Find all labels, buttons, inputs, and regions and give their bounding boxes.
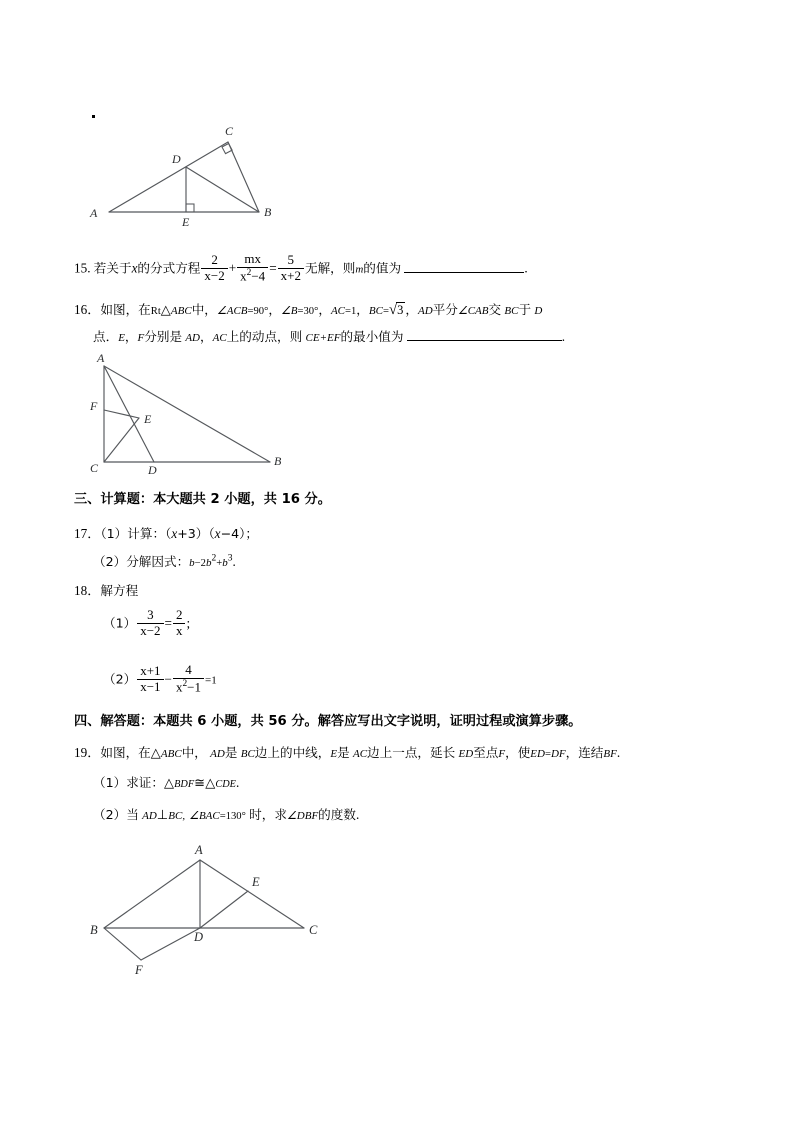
- q16-comma2: ，: [318, 302, 331, 317]
- q19-ed2: ED: [530, 748, 545, 760]
- q19-sub1-label: （1）: [93, 775, 127, 790]
- q15-var-x: x: [131, 260, 138, 276]
- q19-line1-f: 边上一点，延长: [367, 745, 456, 760]
- q17-period: .: [232, 554, 236, 569]
- q19-sub1-triangle-1: △: [163, 775, 175, 790]
- q15-f1-denominator: x−2: [204, 267, 225, 283]
- q16-line2-c: 上的动点，则: [226, 329, 303, 344]
- q18-s2-f2-numerator: 4: [173, 663, 204, 679]
- q15-fraction-2: [237, 252, 268, 283]
- q18-s2-f1-numerator: x+1: [137, 664, 163, 680]
- svg-text:F: F: [135, 963, 143, 977]
- q16-angle-acb: ∠ACB: [216, 305, 248, 317]
- q15-f2-den-exponent: 2: [246, 267, 252, 278]
- q19-sub2-c: 的度数: [318, 807, 356, 822]
- q19-line1-d: 边上的中线，: [254, 745, 331, 760]
- question-15: [74, 252, 528, 283]
- q16-triangle-symbol: △: [160, 302, 171, 317]
- q18-s2-f2-den-exponent: 2: [182, 678, 188, 689]
- q19-number: 19: [74, 745, 88, 760]
- radical-icon: √: [388, 302, 398, 318]
- q18-number: 18: [74, 583, 88, 598]
- q15-period: .: [524, 260, 528, 276]
- q16-comma1: ，: [268, 302, 281, 317]
- q15-equals: =: [269, 260, 277, 276]
- q19-cde: CDE: [215, 779, 236, 790]
- question-19-sub1: [93, 770, 239, 795]
- q16-ac: AC: [330, 305, 345, 317]
- q19-congruent-symbol: ≅: [194, 775, 206, 790]
- q15-text-c: 无解，则: [304, 260, 356, 276]
- q18-s2-fraction-2: [173, 663, 204, 694]
- q15-fraction-1: [201, 253, 227, 283]
- q19-line1-g: 至点: [473, 745, 499, 760]
- q17-exp2: 2: [211, 553, 217, 564]
- q15-answer-blank[interactable]: [404, 260, 524, 273]
- q15-f2-den-tail: −4: [251, 267, 266, 283]
- question-18-title: 18．解方程: [74, 583, 139, 598]
- q19-equals: =: [544, 749, 551, 760]
- q18-s1-fraction-1: [137, 608, 163, 638]
- q16-line1-a: 如图，在: [100, 302, 151, 317]
- q15-f2-denominator: [237, 268, 268, 284]
- q16-angle-cab: ∠CAB: [457, 305, 489, 317]
- q19-ad: AD: [210, 748, 225, 760]
- q19-sub2-eq: =130°: [219, 811, 246, 822]
- question-18-sub2: [103, 663, 217, 694]
- q16-line2-d: 的最小值为: [340, 329, 404, 344]
- q16-rt: Rt: [150, 306, 161, 317]
- q15-f2-numerator: mx: [237, 252, 268, 268]
- figure-q19: [82, 838, 342, 983]
- question-18-sub1: [103, 608, 190, 638]
- q16-sqrt-3: [389, 296, 405, 325]
- q16-line1-c: 平分: [432, 302, 458, 317]
- q15-text-b: 的分式方程: [137, 260, 201, 276]
- q16-line2-b: 分别是: [144, 329, 183, 344]
- q19-sub2-label: （2）: [93, 807, 127, 822]
- q16-line1-e: 于: [518, 302, 532, 317]
- q19-perpendicular-symbol: ⊥: [156, 807, 169, 822]
- q17-b2: b: [205, 557, 212, 569]
- q19-abc: ABC: [160, 748, 182, 760]
- q15-var-m: m: [355, 263, 364, 276]
- q16-line1-d: 交: [488, 302, 502, 317]
- q15-dot: .: [87, 260, 91, 276]
- q16-bc2: BC: [504, 305, 519, 317]
- q18-s1-equals: =: [164, 615, 172, 631]
- q17-minus: −2: [194, 558, 206, 569]
- svg-text:D: D: [194, 930, 204, 944]
- svg-text:D: D: [148, 463, 157, 477]
- q15-text-a: 若关于: [93, 260, 132, 276]
- svg-text:E: E: [182, 215, 190, 227]
- q17-exp3: 3: [227, 553, 233, 564]
- svg-text:E: E: [144, 412, 152, 426]
- q17-plus: +: [216, 558, 223, 569]
- q16-comma6: ，: [200, 329, 213, 344]
- section-four-heading: 四、解答题：本题共 6 小题，共 56 分。解答应写出文字说明，证明过程或演算步骤。: [74, 714, 582, 729]
- q18-s1-f2-numerator: 2: [173, 608, 186, 624]
- q15-f2-den-base: x: [240, 267, 247, 283]
- question-19-line1: 19．如图，在△ABC中， AD是 BC边上的中线，E是 AC边上一点，延长 ED至点F，使ED=DF，连结BF.: [74, 745, 621, 760]
- q15-f3-denominator: x+2: [280, 267, 301, 283]
- svg-text:A: A: [90, 206, 98, 220]
- q19-df: DF: [550, 748, 566, 760]
- q18-title: 解方程: [100, 583, 139, 598]
- question-16-line2: [93, 324, 565, 349]
- q17-number: 17: [74, 526, 88, 541]
- q16-ad: AD: [418, 305, 433, 317]
- q16-ac2: AC: [212, 332, 227, 344]
- q19-sub1-period: .: [235, 775, 240, 790]
- svg-text:B: B: [274, 454, 282, 468]
- q16-ad2: AD: [185, 332, 200, 344]
- q16-sqrt-radicand: 3: [397, 303, 404, 317]
- q19-line1-c: 是: [224, 745, 238, 760]
- q18-sub1-label: （1）: [103, 615, 137, 631]
- q19-sub2-ad: AD: [142, 810, 157, 822]
- q16-comma3: ，: [356, 302, 369, 317]
- svg-text:E: E: [252, 875, 260, 889]
- q16-d-point: D: [534, 305, 543, 317]
- q16-f-point: F: [137, 332, 145, 344]
- q16-eq2: =30°: [297, 306, 319, 317]
- q19-ed: ED: [458, 748, 474, 760]
- stray-mark: [92, 115, 95, 118]
- q17-sub2-label: （2）: [93, 554, 127, 569]
- q19-angle-dbf: ∠DBF: [286, 810, 319, 822]
- svg-text:A: A: [97, 352, 105, 365]
- q18-s1-f1-denominator: x−2: [140, 622, 161, 638]
- q19-sub2-a: 当: [126, 807, 139, 822]
- section-three-heading: 三、计算题：本大题共 2 小题，共 16 分。: [74, 492, 331, 507]
- q15-plus: +: [228, 260, 237, 276]
- q17-sub2-text: 分解因式：: [126, 554, 190, 569]
- svg-text:B: B: [90, 923, 98, 937]
- q17-sub1-text: 计算：（: [127, 526, 172, 541]
- q19-ac: AC: [352, 748, 368, 760]
- q19-line1-a: 如图，在: [100, 745, 151, 760]
- q19-sub1-text: 求证：: [126, 775, 164, 790]
- q19-bdf: BDF: [174, 779, 195, 790]
- q16-expression: CE+EF: [305, 332, 341, 344]
- q19-triangle-symbol: △: [150, 745, 161, 760]
- q18-s2-fraction-1: [137, 664, 163, 694]
- svg-text:C: C: [90, 461, 99, 475]
- svg-text:F: F: [90, 399, 98, 413]
- q18-s1-f2-denominator: x: [175, 622, 183, 638]
- q16-eq1: =90°: [247, 306, 269, 317]
- svg-text:D: D: [172, 152, 181, 166]
- q17-sub1-mid1: +3）（: [177, 526, 215, 541]
- q15-number: 15: [74, 260, 88, 276]
- q19-sub1-triangle-2: △: [205, 775, 216, 790]
- question-17-sub1: 17．（1）计算：（x+3）（x−4）；: [74, 526, 258, 541]
- figure-q16: [84, 352, 299, 477]
- q18-sub2-label: （2）: [103, 671, 137, 687]
- q18-s2-f2-den-tail: −1: [187, 678, 201, 694]
- q19-sub2-b: 时，求: [249, 807, 287, 822]
- q16-eq3: =1: [345, 306, 357, 317]
- q19-angle-bac: ∠BAC: [189, 810, 220, 822]
- question-17-sub2: [93, 549, 236, 574]
- q16-line1-b: 中，: [191, 302, 217, 317]
- question-19-sub2: [93, 802, 359, 827]
- q16-answer-blank[interactable]: [407, 328, 562, 341]
- q16-abc: ABC: [170, 305, 192, 317]
- q16-e-point: E: [118, 332, 125, 344]
- q19-e-point: E: [330, 748, 338, 760]
- q16-eq4: =: [382, 306, 389, 317]
- q19-line1-b: 中，: [181, 745, 207, 760]
- q19-bc: BC: [240, 748, 255, 760]
- q18-s2-equals: =1: [205, 674, 217, 687]
- question-16-line1: 16．如图，在Rt△ABC中，∠ACB=90°，∠B=30°，AC=1，BC=√3 ，AD平分∠CAB交 BC于 D: [74, 296, 542, 325]
- q18-s1-fraction-2: [173, 608, 186, 638]
- q15-fraction-3: [278, 253, 304, 283]
- svg-text:A: A: [195, 843, 203, 857]
- q17-x2: x: [214, 526, 221, 541]
- q17-sub1-label: （1）: [100, 526, 128, 541]
- q19-line1-i: ，连结: [565, 745, 604, 760]
- svg-text:C: C: [309, 923, 318, 937]
- q16-angle-b: ∠B: [280, 305, 298, 317]
- svg-text:C: C: [225, 124, 234, 138]
- q16-line2-a: 点．: [93, 329, 119, 344]
- q15-text-d: 的值为: [363, 260, 402, 276]
- figure-q14: [82, 122, 297, 227]
- q18-s2-f2-denominator: [173, 679, 204, 695]
- q18-s2-f2-den-base: x: [175, 678, 183, 694]
- q19-line1-e: 是: [337, 745, 350, 760]
- q19-bf: BF: [603, 748, 617, 760]
- q16-comma4: ，: [405, 302, 418, 317]
- q18-s1-f1-numerator: 3: [137, 608, 163, 624]
- q19-sub2-period: .: [355, 807, 360, 822]
- q19-line1-h: ，使: [505, 745, 531, 760]
- q19-sub2-bc: BC,: [168, 810, 186, 822]
- q16-number: 16: [74, 302, 88, 317]
- svg-text:B: B: [264, 205, 272, 219]
- q18-s2-f1-denominator: x−1: [140, 678, 161, 694]
- q16-bc: BC: [368, 305, 383, 317]
- q15-f1-numerator: 2: [201, 253, 227, 269]
- q16-comma5: ，: [124, 329, 138, 344]
- q18-s1-semicolon: ;: [186, 615, 191, 631]
- q19-line1-j: .: [616, 745, 621, 760]
- q18-s2-minus: −: [164, 671, 172, 687]
- q17-b3: b: [222, 557, 228, 569]
- q17-b1: b: [189, 557, 195, 569]
- q19-f-point: F: [498, 748, 506, 760]
- q17-x1: x: [171, 526, 178, 541]
- q16-period: .: [561, 329, 565, 344]
- q15-f3-numerator: 5: [278, 253, 304, 269]
- q17-sub1-mid2: −4）；: [220, 526, 258, 541]
